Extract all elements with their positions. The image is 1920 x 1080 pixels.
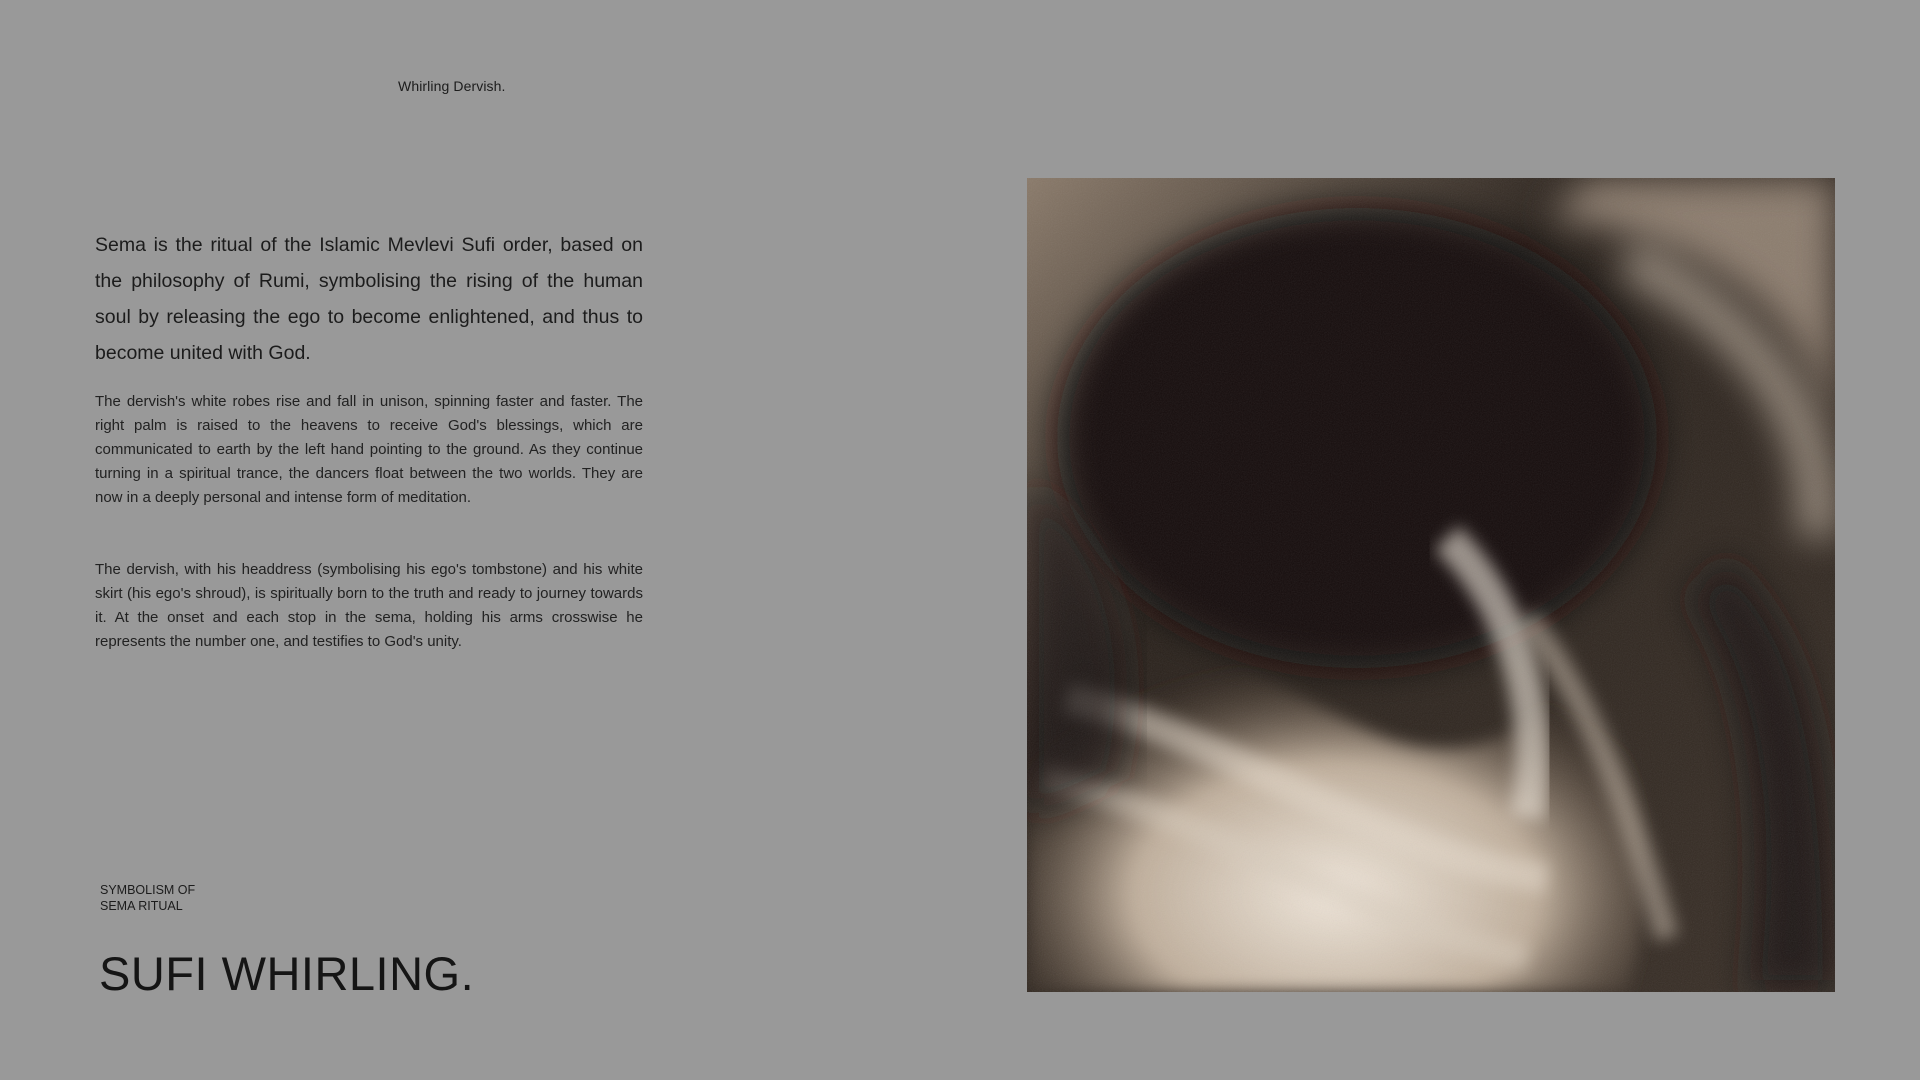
body-paragraph-2: The dervish, with his headdress (symbolising his ego's tombstone) and his white skirt (his ego's shroud), is spiritually born to the truth and ready to journey towards it. At the onset and each stop in the sema, holding his arms crosswise he represents the number one, and testifies to God's unity.	[95, 561, 643, 650]
photo-caption: Whirling Dervish.	[398, 78, 506, 94]
section-kicker	[100, 882, 300, 914]
kicker-line-1: SYMBOLISM OF	[100, 883, 196, 897]
body-paragraph-1: The dervish's white robes rise and fall in unison, spinning faster and faster. The right palm is raised to the heavens to receive God's blessings, which are communicated to earth by the left hand pointing to the ground. As they continue turning in a spiritual trance, the dancers float between the two worlds. They are now in a deeply personal and intense form of meditation.	[95, 393, 643, 506]
whirling-dervish-photo	[1027, 178, 1835, 992]
kicker-line-2: SEMA RITUAL	[100, 899, 183, 913]
page-title: SUFI WHIRLING.	[99, 947, 475, 1000]
dervish-photo-image	[1027, 178, 1835, 992]
lead-paragraph: Sema is the ritual of the Islamic Mevlevi Sufi order, based on the philosophy of Rumi, symbolising the rising of the human soul by releasing the ego to become enlightened, and thus to become united with God.	[95, 234, 643, 364]
